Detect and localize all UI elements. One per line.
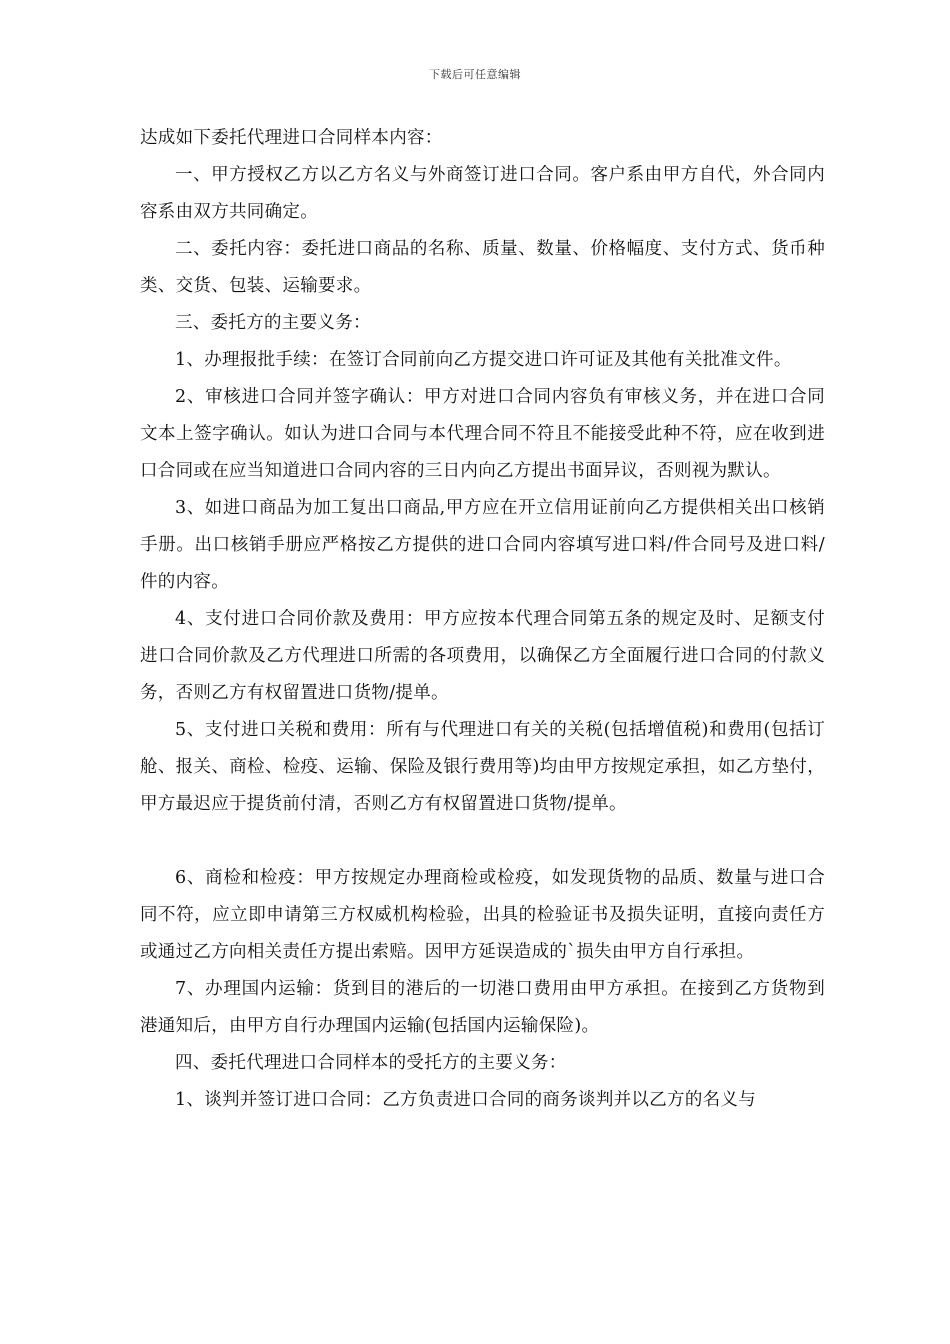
clause-3-heading: 三、委托方的主要义务： [175,313,371,333]
clause-3-item-6: 6、商检和检疫：甲方按规定办理商检或检疫，如发现货物的品质、数量与进口合同不符，应立即申请第三方权威机构检验，出具的检验证书及损失证明，直接向责任方或通过乙方向相关责任方提出索赔。因甲方延误造成的`损失由甲方自行承担。 [140,868,825,962]
clause-3-item-4: 4、支付进口合同价款及费用：甲方应按本代理合同第五条的规定及时、足额支付进口合同价款及乙方代理进口所需的各项费用，以确保乙方全面履行进口合同的付款义务，否则乙方有权留置进口货物/提单。 [140,609,825,703]
clause-3-item-2: 2、审核进口合同并签字确认：甲方对进口合同内容负有审核义务，并在进口合同文本上签字确认。如认为进口合同与本代理合同不符且不能接受此种不符，应在收到进口合同或在应当知道进口合同内容的三日内向乙方提出书面异议，否则视为默认。 [140,387,825,481]
page-header-note: 下载后可任意编辑 [429,68,521,81]
clause-2-paragraph: 二、委托内容：委托进口商品的名称、质量、数量、价格幅度、支付方式、货币种类、交货、包装、运输要求。 [140,239,825,296]
clause-1-paragraph: 一、甲方授权乙方以乙方名义与外商签订进口合同。客户系由甲方自代，外合同内容系由双方共同确定。 [140,165,825,222]
clause-3-item-5: 5、支付进口关税和费用：所有与代理进口有关的关税(包括增值税)和费用(包括订舱、报关、商检、检疫、运输、保险及银行费用等)均由甲方按规定承担，如乙方垫付，甲方最迟应于提货前付清，否则乙方有权留置进口货物/提单。 [140,720,825,814]
clause-3-item-3: 3、如进口商品为加工复出口商品,甲方应在开立信用证前向乙方提供相关出口核销手册。出口核销手册应严格按乙方提供的进口合同内容填写进口料/件合同号及进口料/件的内容。 [140,498,825,592]
clause-3-item-7: 7、办理国内运输：货到目的港后的一切港口费用由甲方承担。在接到乙方货物到港通知后，由甲方自行办理国内运输(包括国内运输保险)。 [140,979,825,1036]
document-body [140,120,825,1119]
clause-4-item-1: 1、谈判并签订进口合同：乙方负责进口合同的商务谈判并以乙方的名义与 [175,1090,757,1110]
intro-paragraph: 达成如下委托代理进口合同样本内容： [140,128,443,148]
clause-4-heading: 四、委托代理进口合同样本的受托方的主要义务： [175,1053,567,1073]
clause-3-item-1: 1、办理报批手续：在签订合同前向乙方提交进口许可证及其他有关批准文件。 [175,350,792,370]
